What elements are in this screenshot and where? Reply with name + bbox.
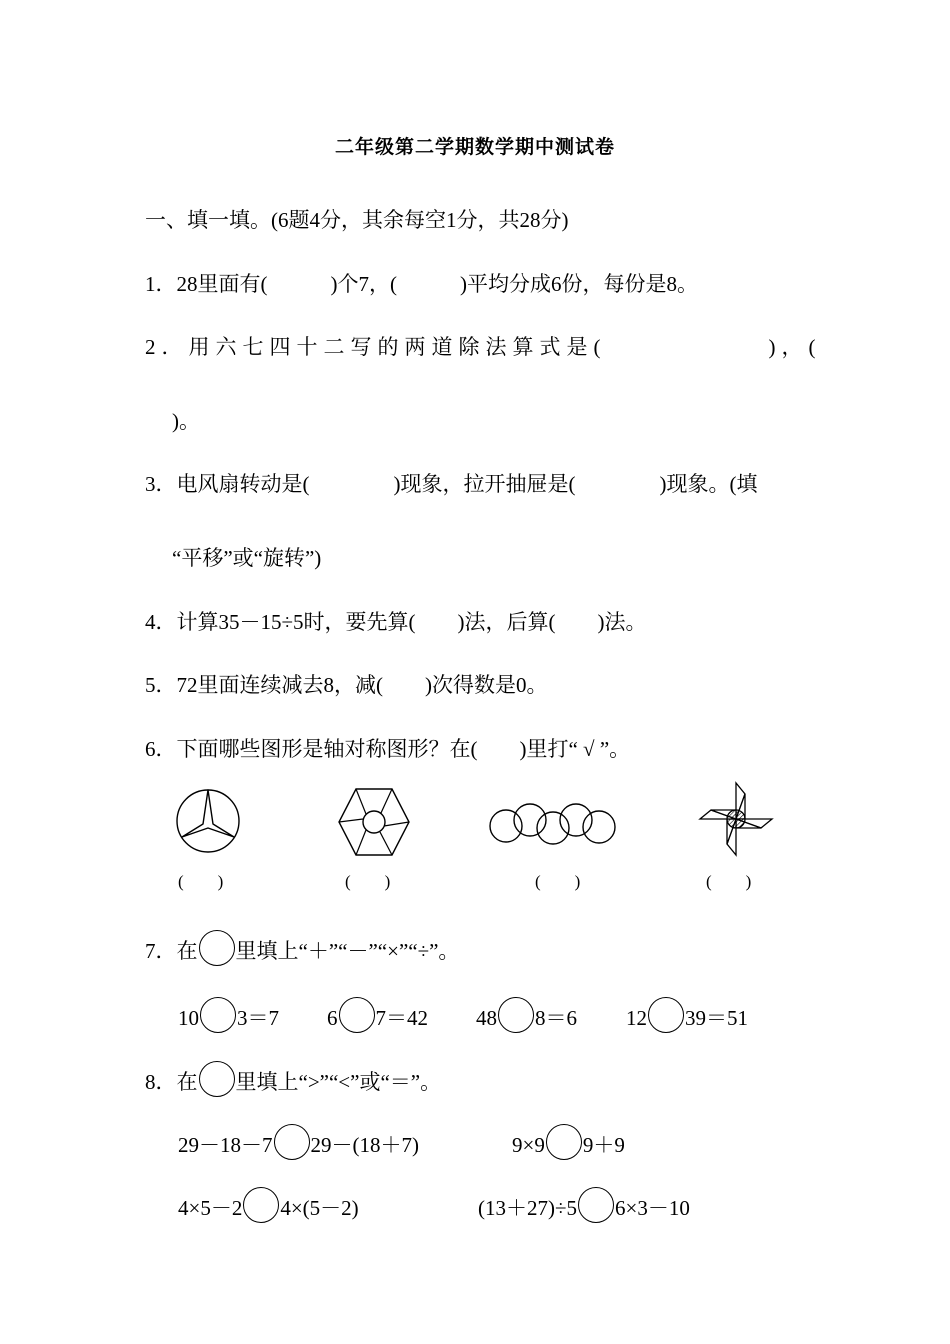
question-7-suffix: 里填上“＋”“－”“×”“÷”。 [235,939,460,963]
answer-circle[interactable] [339,997,375,1033]
answer-circle [199,1061,235,1097]
answer-circle[interactable] [578,1187,614,1223]
question-8 [145,1061,441,1097]
equation-right: 8＝6 [535,1006,577,1030]
question-7-prefix: 7．在 [145,939,198,963]
q8-comparison-1 [178,1124,419,1160]
q7-equation-2 [327,997,428,1033]
comparison-left: 29－18－7 [178,1133,273,1157]
circle-star-figure [174,787,242,855]
question-3-line1: 3．电风扇转动是( )现象，拉开抽屉是( )现象。(填 [145,472,758,496]
question-7 [145,930,459,966]
question-2-line2: )。 [172,409,200,433]
answer-paren-figure-2[interactable]: ( ) [345,872,391,891]
answer-circle[interactable] [546,1124,582,1160]
hexagon-figure [336,786,412,858]
q7-equation-4 [626,997,748,1033]
section-heading: 一、填一填。(6题4分，其余每空1分，共28分) [145,208,569,232]
answer-paren-figure-3[interactable]: ( ) [535,872,581,891]
answer-circle[interactable] [648,997,684,1033]
equation-left: 48 [476,1006,497,1030]
answer-paren-figure-4[interactable]: ( ) [706,872,752,891]
comparison-right: 6×3－10 [615,1196,690,1220]
comparison-right: 9＋9 [582,1133,625,1157]
equation-right: 7＝42 [375,1006,428,1030]
q8-comparison-3 [178,1187,359,1223]
equation-right: 39＝51 [685,1006,748,1030]
comparison-right: 4×(5－2) [280,1196,359,1220]
q7-equation-3 [476,997,577,1033]
equation-left: 12 [626,1006,647,1030]
q8-comparison-2 [512,1124,625,1160]
answer-circle[interactable] [200,997,236,1033]
answer-circle [199,930,235,966]
equation-left: 10 [178,1006,199,1030]
question-8-prefix: 8．在 [145,1070,198,1094]
answer-circle[interactable] [243,1187,279,1223]
answer-circle[interactable] [274,1124,310,1160]
question-6: 6．下面哪些图形是轴对称图形？在( )里打“ √ ”。 [145,737,631,761]
equation-left: 6 [327,1006,338,1030]
q7-equation-1 [178,997,279,1033]
comparison-left: 4×5－2 [178,1196,243,1220]
question-4: 4．计算35－15÷5时，要先算( )法，后算( )法。 [145,610,647,634]
question-8-suffix: 里填上“>”“<”或“＝”。 [235,1070,442,1094]
comparison-right: 29－(18＋7) [310,1133,419,1157]
question-2-line1: 2．用六七四十二写的两道除法算式是( )，( [145,335,822,359]
comparison-left: (13＋27)÷5 [478,1196,578,1220]
page-title: 二年级第二学期数学期中测试卷 [334,136,615,158]
question-1: 1．28里面有( )个7，( )平均分成6份，每份是8。 [145,272,698,296]
answer-circle[interactable] [498,997,534,1033]
question-3-line2: “平移”或“旋转”) [172,546,322,570]
q8-comparison-4 [478,1187,690,1223]
answer-paren-figure-1[interactable]: ( ) [178,872,224,891]
question-5: 5．72里面连续减去8，减( )次得数是0。 [145,673,548,697]
linked-rings-figure [488,800,618,848]
comparison-left: 9×9 [512,1133,545,1157]
pinwheel-figure [697,780,775,858]
equation-right: 3＝7 [237,1006,279,1030]
